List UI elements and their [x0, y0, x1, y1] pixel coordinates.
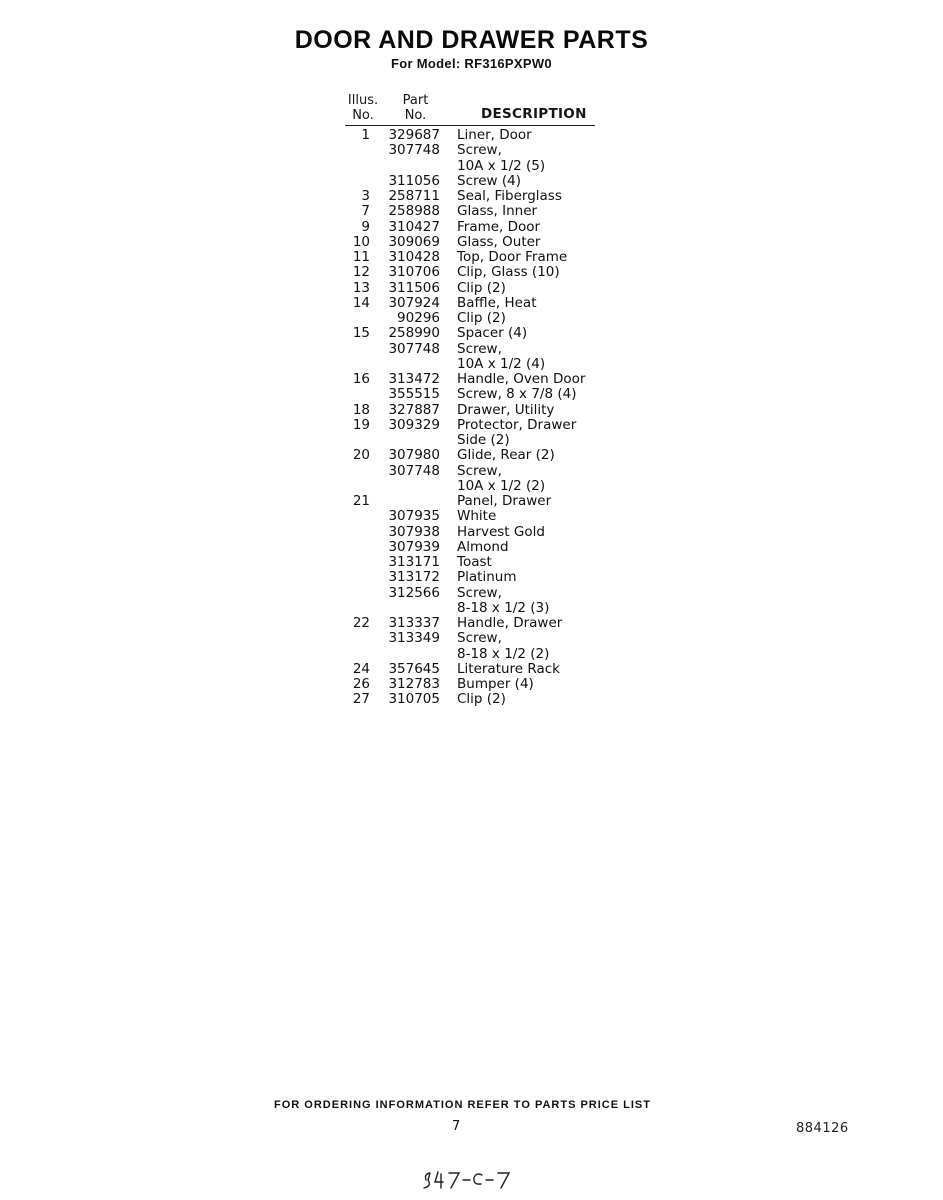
part-description: Screw,	[457, 584, 502, 601]
part-description: Screw,	[457, 340, 502, 357]
parts-row	[330, 555, 620, 570]
part-number: 310706	[388, 264, 440, 281]
parts-row	[330, 448, 620, 463]
illus-number: 18	[352, 401, 370, 418]
part-description: Screw (4)	[457, 172, 522, 189]
part-description: Literature Rack	[457, 660, 560, 677]
part-number: 355515	[388, 386, 440, 403]
part-number: 258988	[388, 203, 440, 220]
part-number: 310427	[388, 218, 440, 235]
parts-row	[330, 570, 620, 585]
part-description: Top, Door Frame	[457, 249, 568, 265]
parts-row	[330, 403, 620, 418]
part-description: Clip, Glass (10)	[457, 264, 560, 281]
parts-row	[330, 250, 620, 265]
illus-number: 11	[352, 249, 370, 265]
part-number: 310428	[388, 249, 440, 265]
illus-number: 24	[352, 660, 370, 677]
parts-row	[330, 159, 620, 174]
parts-row	[330, 692, 620, 707]
parts-row	[330, 677, 620, 692]
parts-row	[330, 586, 620, 601]
page-title: DOOR AND DRAWER PARTS	[294, 26, 649, 54]
part-description: Baffle, Heat	[457, 294, 537, 311]
part-description: Platinum	[457, 569, 517, 586]
part-number: 312566	[388, 584, 440, 601]
part-description: Glide, Rear (2)	[457, 447, 555, 464]
part-number: 258711	[388, 188, 440, 204]
part-number: 307980	[388, 447, 440, 464]
part-number: 357645	[388, 660, 440, 677]
parts-row	[330, 281, 620, 296]
parts-row	[330, 174, 620, 189]
part-number: 313171	[388, 554, 440, 570]
parts-row	[330, 616, 620, 631]
part-description: 10A x 1/2 (5)	[457, 157, 546, 174]
part-description: Frame, Door	[457, 218, 541, 235]
part-description: Screw, 8 x 7/8 (4)	[457, 386, 577, 403]
parts-row	[330, 204, 620, 219]
illus-no-header	[343, 93, 383, 123]
part-number: 307924	[388, 294, 440, 311]
parts-row	[330, 525, 620, 540]
part-description: Screw,	[457, 142, 502, 159]
part-number: 313172	[388, 569, 440, 586]
part-number: 329687	[388, 127, 440, 143]
part-description: Protector, Drawer	[457, 416, 577, 433]
part-no-header-text: Part No.	[402, 93, 429, 123]
parts-row	[330, 433, 620, 448]
parts-row	[330, 326, 620, 341]
parts-row	[330, 464, 620, 479]
parts-row	[330, 631, 620, 646]
part-description: Liner, Door	[457, 127, 532, 143]
parts-row	[330, 540, 620, 555]
parts-row	[330, 296, 620, 311]
parts-row	[330, 128, 620, 143]
part-number: 312783	[388, 676, 440, 692]
part-number: 309069	[388, 233, 440, 250]
part-description: Glass, Outer	[457, 233, 541, 250]
part-number: 313472	[388, 371, 440, 387]
parts-row	[330, 387, 620, 402]
part-description: Drawer, Utility	[457, 401, 555, 418]
illus-number: 14	[352, 294, 370, 311]
part-number: 311056	[388, 172, 440, 189]
parts-row	[330, 265, 620, 280]
illus-number: 21	[352, 493, 370, 509]
part-number: 307935	[388, 508, 440, 525]
part-description: Handle, Oven Door	[457, 371, 586, 387]
part-number: 307748	[388, 462, 440, 479]
part-description: Bumper (4)	[457, 676, 534, 692]
illus-number: 26	[352, 676, 370, 692]
illus-number: 7	[361, 203, 370, 220]
illus-number: 9	[361, 218, 370, 235]
part-description: Clip (2)	[457, 310, 506, 326]
parts-row	[330, 235, 620, 250]
part-number: 313349	[388, 630, 440, 647]
parts-row	[330, 647, 620, 662]
part-description: Almond	[457, 538, 509, 555]
handwritten-note	[418, 1160, 528, 1192]
illus-number: 20	[352, 447, 370, 464]
part-description: Harvest Gold	[457, 523, 545, 540]
part-number: 258990	[388, 325, 440, 342]
illus-number: 27	[352, 691, 370, 708]
illus-number: 10	[352, 233, 370, 250]
part-description: Screw,	[457, 462, 502, 479]
header-divider	[345, 125, 595, 126]
parts-row	[330, 372, 620, 387]
part-description: 10A x 1/2 (2)	[457, 477, 546, 494]
parts-list	[330, 128, 620, 708]
illus-number: 16	[352, 371, 370, 387]
part-description: Clip (2)	[457, 691, 506, 708]
part-description: Spacer (4)	[457, 325, 528, 342]
part-description: Toast	[457, 554, 492, 570]
illus-no-header-text: Illus. No.	[347, 93, 379, 123]
part-description: 8-18 x 1/2 (2)	[457, 645, 550, 662]
illus-number: 22	[352, 615, 370, 631]
part-description: 10A x 1/2 (4)	[457, 355, 546, 372]
parts-row	[330, 479, 620, 494]
parts-row	[330, 143, 620, 158]
part-no-header	[393, 93, 438, 123]
document-number: 884126	[796, 1121, 849, 1136]
part-number: 327887	[388, 401, 440, 418]
illus-number: 12	[352, 264, 370, 281]
part-description: 8-18 x 1/2 (3)	[457, 599, 550, 616]
parts-row	[330, 357, 620, 372]
part-number: 307748	[388, 142, 440, 159]
page-number: 7	[452, 1119, 461, 1134]
illus-number: 13	[352, 279, 370, 296]
parts-row	[330, 509, 620, 524]
illus-number: 15	[352, 325, 370, 342]
parts-row	[330, 494, 620, 509]
part-description: Seal, Fiberglass	[457, 188, 562, 204]
part-description: Handle, Drawer	[457, 615, 563, 631]
part-description: Panel, Drawer	[457, 493, 552, 509]
part-number: 313337	[388, 615, 440, 631]
part-number: 90296	[397, 310, 440, 326]
parts-row	[330, 418, 620, 433]
parts-row	[330, 311, 620, 326]
part-number: 311506	[388, 279, 440, 296]
parts-row	[330, 220, 620, 235]
part-description: Glass, Inner	[457, 203, 538, 220]
illus-number: 3	[361, 188, 370, 204]
part-description: Clip (2)	[457, 279, 506, 296]
ordering-info-footer: FOR ORDERING INFORMATION REFER TO PARTS PRICE LIST	[274, 1099, 651, 1111]
parts-row	[330, 601, 620, 616]
illus-number: 1	[361, 127, 370, 143]
part-number: 309329	[388, 416, 440, 433]
parts-row	[330, 342, 620, 357]
part-description: White	[457, 508, 497, 525]
description-header: DESCRIPTION	[481, 106, 587, 122]
part-number: 307748	[388, 340, 440, 357]
part-number: 307939	[388, 538, 440, 555]
part-number: 307938	[388, 523, 440, 540]
parts-row	[330, 189, 620, 204]
model-subtitle: For Model: RF316PXPW0	[391, 56, 552, 71]
parts-row	[330, 662, 620, 677]
part-description: Screw,	[457, 630, 502, 647]
part-number: 310705	[388, 691, 440, 708]
illus-number: 19	[352, 416, 370, 433]
part-description: Side (2)	[457, 432, 510, 448]
